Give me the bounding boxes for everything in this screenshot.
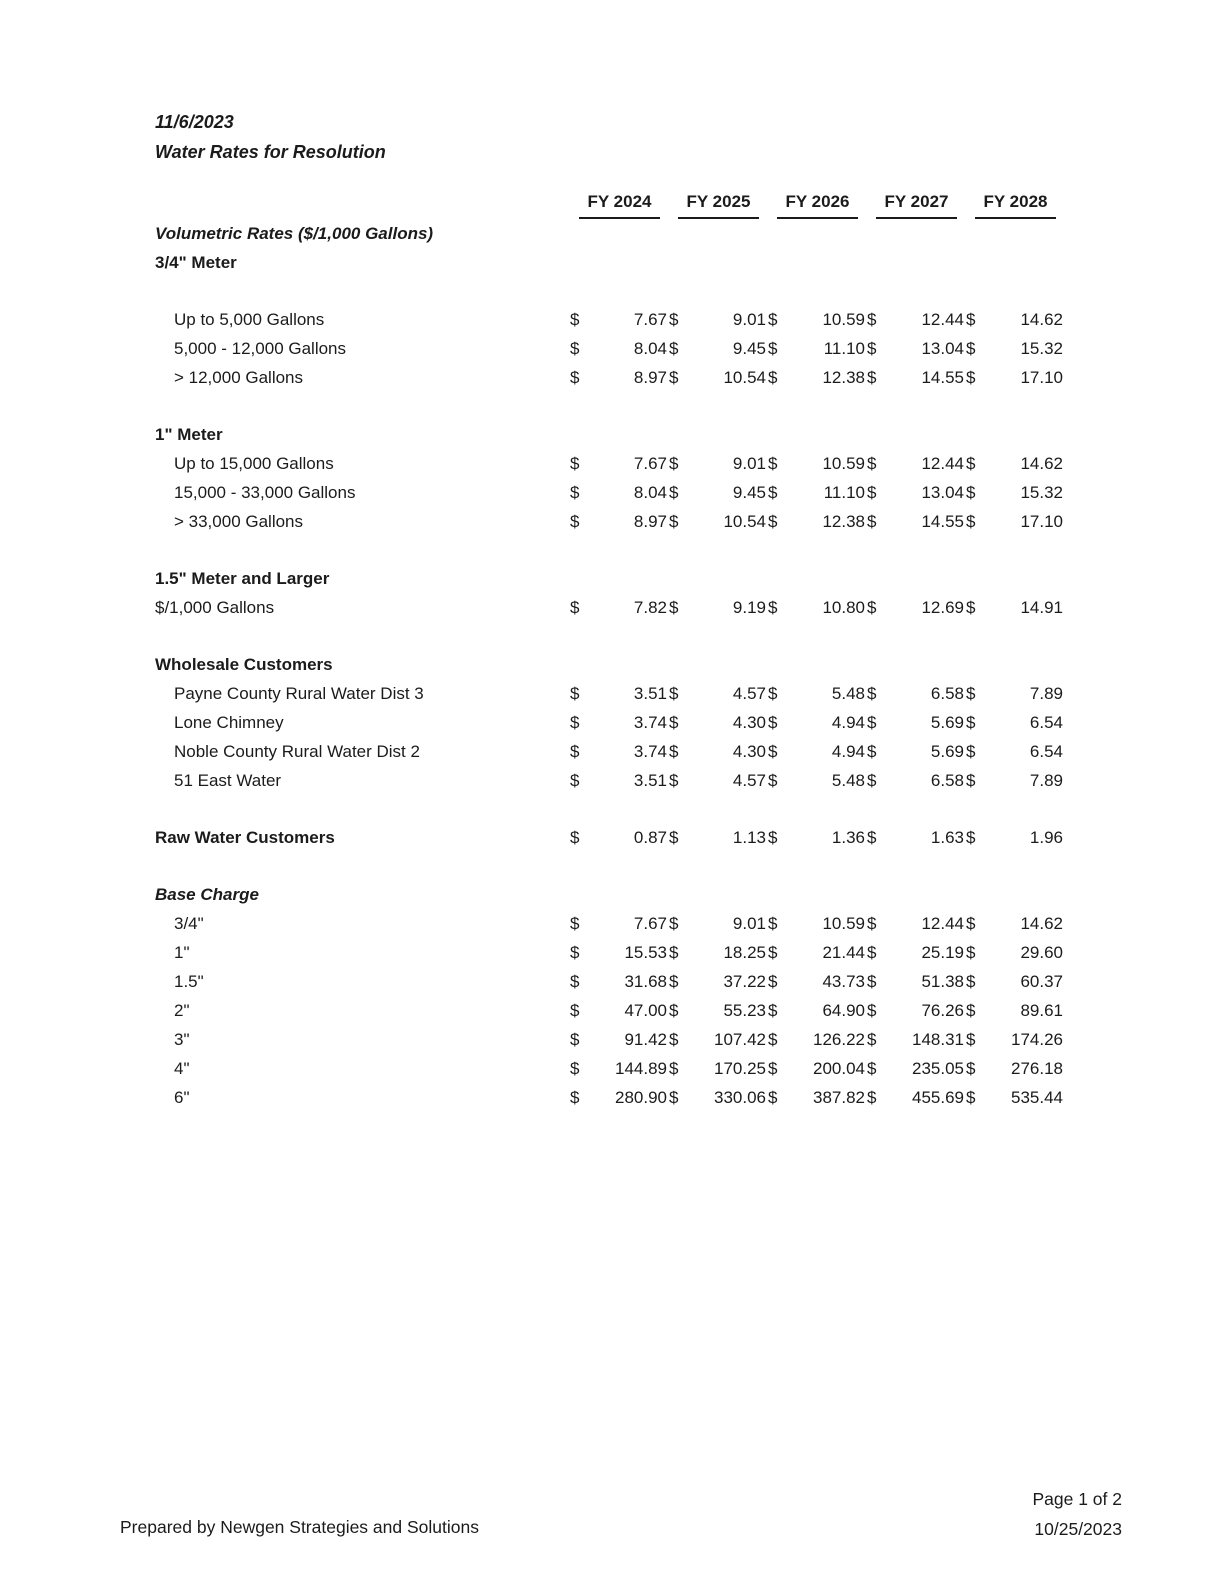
rate-row bbox=[155, 967, 1070, 996]
rate-value: 15.53 bbox=[624, 943, 667, 962]
currency-symbol: $ bbox=[867, 828, 877, 847]
currency-symbol: $ bbox=[768, 742, 778, 761]
currency-symbol: $ bbox=[768, 972, 778, 991]
rate-row bbox=[155, 478, 1070, 507]
rate-value: 10.54 bbox=[723, 368, 766, 387]
row-spacer bbox=[155, 852, 1070, 880]
rate-value: 25.19 bbox=[921, 943, 964, 962]
rate-value: 12.38 bbox=[822, 512, 865, 531]
rate-value: 535.44 bbox=[1011, 1088, 1063, 1107]
row-label: Base Charge bbox=[155, 885, 259, 904]
currency-symbol: $ bbox=[768, 914, 778, 933]
row-label: 51 East Water bbox=[174, 771, 282, 790]
rate-value: 17.10 bbox=[1020, 512, 1063, 531]
currency-symbol: $ bbox=[867, 684, 877, 703]
currency-symbol: $ bbox=[570, 771, 580, 790]
row-label: 4" bbox=[174, 1059, 190, 1078]
currency-symbol: $ bbox=[867, 598, 877, 617]
rate-value: 6.54 bbox=[1029, 713, 1063, 732]
rate-value: 4.57 bbox=[732, 771, 766, 790]
currency-symbol: $ bbox=[570, 972, 580, 991]
rate-value: 6.58 bbox=[930, 771, 964, 790]
rate-value: 1.63 bbox=[930, 828, 964, 847]
currency-symbol: $ bbox=[669, 972, 679, 991]
currency-symbol: $ bbox=[768, 483, 778, 502]
rate-row bbox=[155, 766, 1070, 795]
currency-symbol: $ bbox=[570, 598, 580, 617]
currency-symbol: $ bbox=[768, 1088, 778, 1107]
doc-date: 11/6/2023 bbox=[155, 112, 234, 132]
rate-value: 5.48 bbox=[831, 771, 865, 790]
currency-symbol: $ bbox=[570, 713, 580, 732]
rate-value: 37.22 bbox=[723, 972, 766, 991]
rate-value: 11.10 bbox=[823, 483, 865, 502]
row-label: > 33,000 Gallons bbox=[174, 512, 304, 531]
currency-symbol: $ bbox=[669, 1001, 679, 1020]
rate-value: 8.97 bbox=[633, 368, 667, 387]
section-row bbox=[155, 650, 1070, 679]
row-label: 1.5" bbox=[174, 972, 204, 991]
row-label: 5,000 - 12,000 Gallons bbox=[174, 339, 347, 358]
currency-symbol: $ bbox=[867, 310, 877, 329]
rate-row bbox=[155, 334, 1070, 363]
rate-value: 14.62 bbox=[1020, 914, 1063, 933]
rate-value: 9.01 bbox=[732, 914, 766, 933]
rate-value: 8.04 bbox=[633, 339, 667, 358]
rate-value: 10.59 bbox=[822, 310, 865, 329]
water-rates-table bbox=[155, 189, 1070, 1112]
column-header: FY 2024 bbox=[570, 189, 669, 219]
rate-value: 60.37 bbox=[1020, 972, 1063, 991]
currency-symbol: $ bbox=[966, 483, 976, 502]
currency-symbol: $ bbox=[570, 483, 580, 502]
table-header-row bbox=[155, 189, 1070, 219]
currency-symbol: $ bbox=[669, 310, 679, 329]
rate-value: 107.42 bbox=[714, 1030, 766, 1049]
rate-value: 9.01 bbox=[732, 454, 766, 473]
rate-value: 5.69 bbox=[930, 713, 964, 732]
currency-symbol: $ bbox=[570, 310, 580, 329]
rate-value: 4.94 bbox=[831, 713, 865, 732]
row-spacer bbox=[155, 392, 1070, 420]
rate-value: 455.69 bbox=[912, 1088, 964, 1107]
currency-symbol: $ bbox=[570, 368, 580, 387]
table-rows bbox=[155, 219, 1070, 1112]
row-label: Up to 15,000 Gallons bbox=[174, 454, 334, 473]
rate-value: 8.97 bbox=[633, 512, 667, 531]
rate-value: 4.94 bbox=[831, 742, 865, 761]
rate-value: 7.67 bbox=[633, 310, 667, 329]
row-label: 3/4" Meter bbox=[155, 253, 237, 272]
rate-value: 89.61 bbox=[1020, 1001, 1063, 1020]
rate-value: 3.51 bbox=[633, 684, 667, 703]
currency-symbol: $ bbox=[570, 339, 580, 358]
rate-value: 15.32 bbox=[1020, 339, 1063, 358]
currency-symbol: $ bbox=[570, 828, 580, 847]
currency-symbol: $ bbox=[570, 512, 580, 531]
header-label-spacer bbox=[155, 189, 570, 219]
currency-symbol: $ bbox=[867, 1001, 877, 1020]
currency-symbol: $ bbox=[867, 1088, 877, 1107]
rate-row bbox=[155, 708, 1070, 737]
rate-value: 7.67 bbox=[633, 454, 667, 473]
rate-value: 7.89 bbox=[1029, 684, 1063, 703]
currency-symbol: $ bbox=[669, 914, 679, 933]
currency-symbol: $ bbox=[768, 1001, 778, 1020]
column-header: FY 2025 bbox=[669, 189, 768, 219]
currency-symbol: $ bbox=[669, 368, 679, 387]
rate-value: 0.87 bbox=[633, 828, 667, 847]
currency-symbol: $ bbox=[768, 339, 778, 358]
currency-symbol: $ bbox=[669, 512, 679, 531]
rate-value: 29.60 bbox=[1020, 943, 1063, 962]
currency-symbol: $ bbox=[768, 828, 778, 847]
currency-symbol: $ bbox=[669, 483, 679, 502]
rate-row bbox=[155, 305, 1070, 334]
section-row bbox=[155, 880, 1070, 909]
currency-symbol: $ bbox=[570, 914, 580, 933]
rate-value: 14.55 bbox=[921, 512, 964, 531]
currency-symbol: $ bbox=[669, 1088, 679, 1107]
rate-value: 144.89 bbox=[615, 1059, 667, 1078]
currency-symbol: $ bbox=[966, 771, 976, 790]
column-header: FY 2028 bbox=[966, 189, 1065, 219]
currency-symbol: $ bbox=[570, 1059, 580, 1078]
currency-symbol: $ bbox=[966, 1001, 976, 1020]
rate-value: 12.44 bbox=[921, 454, 964, 473]
section-row bbox=[155, 564, 1070, 593]
currency-symbol: $ bbox=[867, 771, 877, 790]
rate-value: 126.22 bbox=[813, 1030, 865, 1049]
rate-value: 174.26 bbox=[1011, 1030, 1063, 1049]
currency-symbol: $ bbox=[570, 1088, 580, 1107]
currency-symbol: $ bbox=[669, 943, 679, 962]
currency-symbol: $ bbox=[966, 1030, 976, 1049]
column-header: FY 2026 bbox=[768, 189, 867, 219]
rate-value: 280.90 bbox=[615, 1088, 667, 1107]
rate-value: 7.82 bbox=[633, 598, 667, 617]
rate-value: 91.42 bbox=[624, 1030, 667, 1049]
currency-symbol: $ bbox=[867, 1059, 877, 1078]
currency-symbol: $ bbox=[768, 943, 778, 962]
rate-row bbox=[155, 363, 1070, 392]
row-label: Volumetric Rates ($/1,000 Gallons) bbox=[155, 224, 434, 243]
rate-value: 64.90 bbox=[822, 1001, 865, 1020]
rate-value: 9.01 bbox=[732, 310, 766, 329]
rate-row bbox=[155, 1054, 1070, 1083]
row-label: 2" bbox=[174, 1001, 190, 1020]
currency-symbol: $ bbox=[867, 914, 877, 933]
row-label: > 12,000 Gallons bbox=[174, 368, 304, 387]
currency-symbol: $ bbox=[966, 454, 976, 473]
currency-symbol: $ bbox=[966, 1088, 976, 1107]
row-label: $/1,000 Gallons bbox=[155, 598, 275, 617]
prepared-by-note: Prepared by Newgen Strategies and Solutions bbox=[120, 1517, 479, 1537]
rate-value: 276.18 bbox=[1011, 1059, 1063, 1078]
currency-symbol: $ bbox=[966, 943, 976, 962]
rate-value: 14.62 bbox=[1020, 310, 1063, 329]
currency-symbol: $ bbox=[768, 1059, 778, 1078]
currency-symbol: $ bbox=[966, 339, 976, 358]
rate-value: 31.68 bbox=[624, 972, 667, 991]
rate-value: 10.59 bbox=[822, 914, 865, 933]
currency-symbol: $ bbox=[966, 1059, 976, 1078]
rate-row bbox=[155, 1083, 1070, 1112]
currency-symbol: $ bbox=[570, 1030, 580, 1049]
currency-symbol: $ bbox=[669, 339, 679, 358]
rate-value: 13.04 bbox=[921, 339, 964, 358]
footer-page-info bbox=[1032, 1484, 1122, 1544]
rate-value: 18.25 bbox=[723, 943, 766, 962]
currency-symbol: $ bbox=[669, 742, 679, 761]
rate-value: 1.36 bbox=[831, 828, 865, 847]
rate-value: 12.69 bbox=[921, 598, 964, 617]
rate-value: 4.30 bbox=[732, 713, 766, 732]
rate-value: 43.73 bbox=[822, 972, 865, 991]
currency-symbol: $ bbox=[768, 713, 778, 732]
currency-symbol: $ bbox=[966, 310, 976, 329]
row-label: 15,000 - 33,000 Gallons bbox=[174, 483, 356, 502]
currency-symbol: $ bbox=[867, 1030, 877, 1049]
currency-symbol: $ bbox=[768, 310, 778, 329]
rate-value: 10.80 bbox=[822, 598, 865, 617]
currency-symbol: $ bbox=[570, 943, 580, 962]
rate-row bbox=[155, 679, 1070, 708]
rate-value: 21.44 bbox=[822, 943, 865, 962]
row-label: Payne County Rural Water Dist 3 bbox=[174, 684, 424, 703]
rate-value: 17.10 bbox=[1020, 368, 1063, 387]
rate-value: 10.54 bbox=[723, 512, 766, 531]
row-label: 6" bbox=[174, 1088, 190, 1107]
currency-symbol: $ bbox=[867, 454, 877, 473]
rate-value: 200.04 bbox=[813, 1059, 865, 1078]
rate-value: 51.38 bbox=[921, 972, 964, 991]
rate-row bbox=[155, 996, 1070, 1025]
footer-date: 10/25/2023 bbox=[1034, 1519, 1122, 1539]
rate-value: 14.55 bbox=[921, 368, 964, 387]
currency-symbol: $ bbox=[570, 684, 580, 703]
row-spacer bbox=[155, 536, 1070, 564]
column-header: FY 2027 bbox=[867, 189, 966, 219]
row-label: 3/4" bbox=[174, 914, 204, 933]
currency-symbol: $ bbox=[966, 742, 976, 761]
row-label: 1" Meter bbox=[155, 425, 223, 444]
currency-symbol: $ bbox=[867, 483, 877, 502]
currency-symbol: $ bbox=[669, 771, 679, 790]
currency-symbol: $ bbox=[669, 713, 679, 732]
rate-row bbox=[155, 507, 1070, 536]
section-row bbox=[155, 219, 1070, 248]
rate-value: 6.54 bbox=[1029, 742, 1063, 761]
currency-symbol: $ bbox=[966, 828, 976, 847]
rate-value: 9.45 bbox=[732, 339, 766, 358]
row-label: Wholesale Customers bbox=[155, 655, 333, 674]
rate-row bbox=[155, 938, 1070, 967]
section-row bbox=[155, 420, 1070, 449]
currency-symbol: $ bbox=[669, 454, 679, 473]
currency-symbol: $ bbox=[867, 339, 877, 358]
rate-value: 11.10 bbox=[823, 339, 865, 358]
currency-symbol: $ bbox=[867, 512, 877, 531]
rate-row bbox=[155, 1025, 1070, 1054]
rate-value: 10.59 bbox=[822, 454, 865, 473]
currency-symbol: $ bbox=[867, 368, 877, 387]
rate-value: 1.13 bbox=[732, 828, 766, 847]
row-spacer bbox=[155, 277, 1070, 305]
currency-symbol: $ bbox=[768, 454, 778, 473]
currency-symbol: $ bbox=[768, 598, 778, 617]
currency-symbol: $ bbox=[966, 914, 976, 933]
rate-value: 15.32 bbox=[1020, 483, 1063, 502]
rate-value: 170.25 bbox=[714, 1059, 766, 1078]
currency-symbol: $ bbox=[669, 1059, 679, 1078]
currency-symbol: $ bbox=[570, 742, 580, 761]
rate-value: 7.67 bbox=[633, 914, 667, 933]
rate-value: 330.06 bbox=[714, 1088, 766, 1107]
rate-value: 8.04 bbox=[633, 483, 667, 502]
rate-value: 14.62 bbox=[1020, 454, 1063, 473]
rate-row bbox=[155, 593, 1070, 622]
currency-symbol: $ bbox=[867, 972, 877, 991]
rate-value: 4.57 bbox=[732, 684, 766, 703]
currency-symbol: $ bbox=[669, 684, 679, 703]
row-label: Lone Chimney bbox=[174, 713, 284, 732]
currency-symbol: $ bbox=[768, 771, 778, 790]
document-content bbox=[155, 112, 1070, 1112]
rate-value: 148.31 bbox=[912, 1030, 964, 1049]
rate-value: 7.89 bbox=[1029, 771, 1063, 790]
row-spacer bbox=[155, 795, 1070, 823]
currency-symbol: $ bbox=[768, 512, 778, 531]
row-label: Up to 5,000 Gallons bbox=[174, 310, 325, 329]
currency-symbol: $ bbox=[867, 713, 877, 732]
doc-title: Water Rates for Resolution bbox=[155, 142, 386, 162]
rate-value: 3.74 bbox=[633, 742, 667, 761]
rate-value: 55.23 bbox=[723, 1001, 766, 1020]
rate-value: 76.26 bbox=[921, 1001, 964, 1020]
rate-row bbox=[155, 449, 1070, 478]
currency-symbol: $ bbox=[966, 598, 976, 617]
section-row bbox=[155, 248, 1070, 277]
currency-symbol: $ bbox=[867, 943, 877, 962]
rate-value: 13.04 bbox=[921, 483, 964, 502]
currency-symbol: $ bbox=[966, 972, 976, 991]
row-label: Noble County Rural Water Dist 2 bbox=[174, 742, 420, 761]
rate-value: 4.30 bbox=[732, 742, 766, 761]
rate-row bbox=[155, 909, 1070, 938]
rate-value: 9.45 bbox=[732, 483, 766, 502]
rate-value: 6.58 bbox=[930, 684, 964, 703]
currency-symbol: $ bbox=[669, 1030, 679, 1049]
rate-value: 3.74 bbox=[633, 713, 667, 732]
rate-value: 47.00 bbox=[624, 1001, 667, 1020]
currency-symbol: $ bbox=[669, 828, 679, 847]
section-row bbox=[155, 823, 1070, 852]
currency-symbol: $ bbox=[966, 368, 976, 387]
rate-value: 387.82 bbox=[813, 1088, 865, 1107]
currency-symbol: $ bbox=[966, 713, 976, 732]
rate-value: 3.51 bbox=[633, 771, 667, 790]
row-label: 1.5" Meter and Larger bbox=[155, 569, 330, 588]
currency-symbol: $ bbox=[570, 1001, 580, 1020]
row-spacer bbox=[155, 622, 1070, 650]
row-label: 3" bbox=[174, 1030, 190, 1049]
rate-value: 12.38 bbox=[822, 368, 865, 387]
currency-symbol: $ bbox=[768, 684, 778, 703]
currency-symbol: $ bbox=[867, 742, 877, 761]
currency-symbol: $ bbox=[768, 368, 778, 387]
currency-symbol: $ bbox=[768, 1030, 778, 1049]
currency-symbol: $ bbox=[966, 684, 976, 703]
rate-value: 12.44 bbox=[921, 310, 964, 329]
rate-value: 5.48 bbox=[831, 684, 865, 703]
rate-value: 14.91 bbox=[1020, 598, 1063, 617]
rate-value: 9.19 bbox=[732, 598, 766, 617]
currency-symbol: $ bbox=[570, 454, 580, 473]
rate-row bbox=[155, 737, 1070, 766]
row-label: 1" bbox=[174, 943, 190, 962]
rate-value: 5.69 bbox=[930, 742, 964, 761]
rate-value: 235.05 bbox=[912, 1059, 964, 1078]
rate-value: 12.44 bbox=[921, 914, 964, 933]
row-label: Raw Water Customers bbox=[155, 828, 335, 847]
rate-value: 1.96 bbox=[1029, 828, 1063, 847]
currency-symbol: $ bbox=[669, 598, 679, 617]
page-number: Page 1 of 2 bbox=[1032, 1489, 1122, 1509]
currency-symbol: $ bbox=[966, 512, 976, 531]
